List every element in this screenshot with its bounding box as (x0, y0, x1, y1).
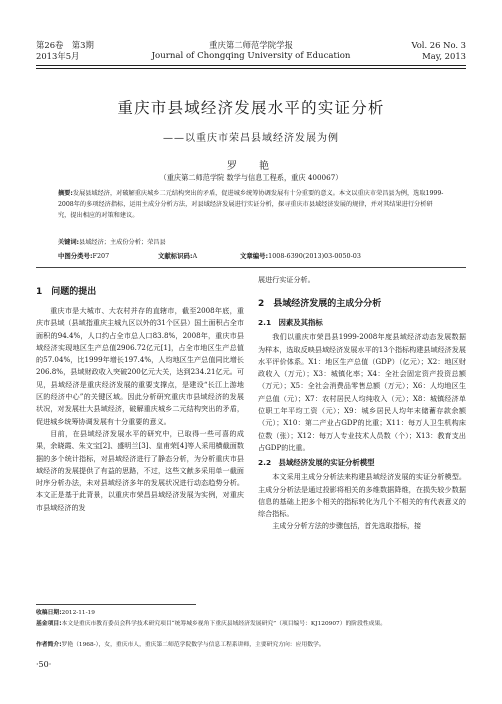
footnote-fund (36, 619, 466, 629)
paragraph: 展进行实证分析。 (258, 275, 315, 284)
journal-name-en: Journal of Chongqing University of Education (151, 51, 351, 61)
keywords-label: 关键词: (58, 239, 80, 246)
fund-text: 本文是重庆市教育委员会科学技术研究项目“统筹城乡视角下重庆县域经济发展研究”（项目编号：KJ120907）的阶段性成果。 (61, 621, 387, 627)
keywords (58, 237, 444, 248)
running-header (36, 40, 466, 66)
paragraph: 重庆市是大城市、大农村并存的直辖市，截至2008年底，重庆市县域（县域指重庆主城九区以外的31个区县）国土面积占全市面积的94.4%，人口约占全市总人口83.8%，2008年，重庆市县域经济实现地区生产总值2906.72亿元[1]，占全市地区生产总值的57.04%，比1999年增长197.4%，人均地区生产总值同比增长206.8%，县域财政收入突破200亿元大关，达到234.21亿元。可见，县域经济是重庆经济发展的重要支撑点，是建设“长江上游地区的经济中心”的关键区域。因此分析研究重庆市县域经济的发展状况，对发展壮大县域经济，破解重庆城乡二元结构突出的矛盾，促进城乡统筹协调发展有十分重要的意义。 (36, 306, 244, 426)
author-bio-text: 罗艳（1968-），女，重庆市人，重庆第二师范学院数学与信息工程系讲师，主要研究方向：应用数学。 (61, 642, 325, 648)
author-bio-label: 作者简介: (36, 642, 62, 648)
volume-cn: 第26卷 第3期 (36, 40, 94, 50)
journal-name-cn: 重庆第二师范学院学报 (209, 40, 293, 50)
paragraph: 主成分分析方法的步骤包括，首先选取指标，接 (272, 521, 422, 531)
clc-label: 中图分类号: (58, 252, 93, 260)
received-date: 2012-11-19 (61, 610, 95, 616)
footnote-received (36, 608, 466, 618)
doc-code-label: 文献标识码: (158, 252, 193, 260)
footnote-author (36, 640, 466, 650)
date-cn: 2013年5月 (36, 51, 80, 61)
header-rule (36, 65, 466, 69)
section-heading-2: 2 县域经济发展的主成分分析 (258, 299, 382, 310)
paragraph: 我们以重庆市荣昌县1999-2008年度县域经济动态发展数据为样本，选取反映县域经济发展水平的13个指标构建县域经济发展水平评价体系。X1：地区生产总值（GDP）（亿元）；X2：地区财政收入（万元）；X3：城镇化率；X4：全社会固定资产投资总额（万元）；X5：全社会消费品零售总额（万元）；X6：人均地区生产总值（元）；X7：农村居民人均纯收入（元）；X8：城镇经济单位职工年平均工资（元）；X9：城乡居民人均年末储蓄存款余额（元）；X10：第二产业占GDP的比重；X11：每万人卫生机构床位数（张）；X12：每万人专业技术人员数（个）；X13：教育支出占GDP的比重。 (258, 332, 466, 452)
article-title: 重庆市县域经济发展水平的实证分析 (117, 99, 385, 117)
author-affiliation: （重庆第二师范学院 数学与信息工程系，重庆 400067） (159, 173, 343, 182)
received-label: 收稿日期: (36, 610, 62, 616)
subsection-heading-2-1: 2.1 因素及其指标 (258, 318, 323, 328)
date-en: May, 2013 (422, 51, 466, 61)
paragraph: 目前，在县域经济发展水平的研究中，已取得一些可喜的成果，余晓霞、朱文宝[2]、盛明兰[3]、皇甫荣[4]等人采用横截面数据的多个统计指标，对县域经济进行了静态分析，为分析重庆市县域经济的发展提供了有益的思路，不过，这些文献多采用单一截面时序分析办法，未对县域经济多年的发展状况进行动态趋势分析。本文正是基于此背景，以重庆市荣昌县域经济发展为实例，对重庆市县域经济的发 (36, 428, 244, 512)
article-subtitle: ——以重庆市荣昌县域经济发展为例 (163, 133, 339, 144)
page-number: ·50· (36, 660, 52, 669)
volume-en: Vol. 26 No. 3 (411, 40, 466, 50)
header-center (36, 40, 466, 62)
left-column (36, 274, 244, 514)
article-no-label: 文章编号: (240, 252, 269, 260)
abstract-label: 摘要: (58, 190, 73, 197)
author-name: 罗 艳 (227, 161, 275, 172)
abstract (58, 188, 444, 221)
paragraph: 本文采用主成分分析法来构建县域经济发展的实证分析模型。主成分分析法是通过投影将相关的多维数据降维，在损失较少数据信息的基础上把多个相关的指标转化为几个不相关的有代表意义的综合指标。 (258, 472, 466, 519)
header-right (411, 40, 466, 62)
footnote-rule (36, 604, 196, 605)
clc-value: F207 (92, 252, 110, 260)
doc-code-value: A (192, 252, 198, 260)
right-column (258, 274, 466, 533)
section-heading-1: 1 问题的提出 (36, 287, 97, 297)
article-no-value: 1008-6390(2013)03-0050-03 (268, 252, 361, 260)
fund-label: 基金项目: (36, 621, 62, 627)
abstract-rule (36, 267, 466, 268)
keywords-text: 县域经济；主成份分析；荣昌县 (79, 239, 166, 246)
abstract-text: 发展县域经济，对破解重庆城乡二元结构突出的矛盾，促进城乡统筹协调发展有十分重要的意义。本文以重庆市荣昌县为例，选取1999-2008年的多项经济指标，运用主成分分析方法，对县域经济发展进行实证分析，探寻重庆市县域经济发展的规律，并对其结果进行分析研究，提出相应的对策和建议。 (58, 190, 444, 219)
subsection-heading-2-2: 2.2 县域经济发展的实证分析模型 (258, 458, 375, 468)
